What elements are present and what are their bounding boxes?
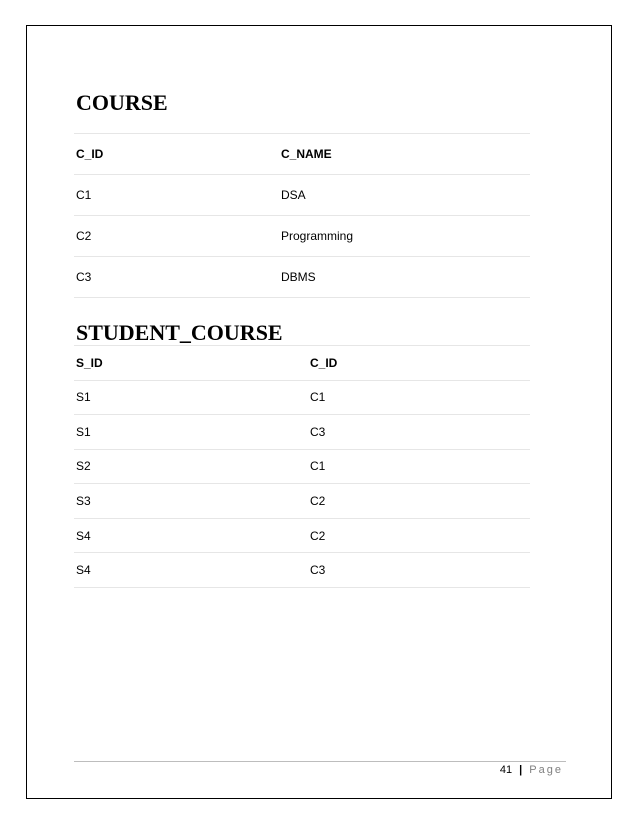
table-row xyxy=(74,553,530,588)
table-cell: S1 xyxy=(74,380,308,415)
table-cell: S1 xyxy=(74,415,308,450)
table-cell: DBMS xyxy=(279,257,530,298)
course-heading: COURSE xyxy=(76,90,168,115)
table-cell: C1 xyxy=(74,175,279,216)
table-row xyxy=(74,216,530,257)
page-number: 41 xyxy=(499,764,513,776)
table-cell: C1 xyxy=(308,380,530,415)
student-course-heading: STUDENT_COURSE xyxy=(76,320,283,345)
column-header: C_ID xyxy=(308,346,530,381)
table-cell: C2 xyxy=(308,518,530,553)
table-cell: C3 xyxy=(74,257,279,298)
table-row xyxy=(74,257,530,298)
table-row xyxy=(74,380,530,415)
course-table xyxy=(74,133,530,298)
table-cell: S4 xyxy=(74,553,308,588)
column-header: C_ID xyxy=(74,134,279,175)
table-row xyxy=(74,175,530,216)
table-row xyxy=(74,449,530,484)
table-header-row xyxy=(74,134,530,175)
table-row xyxy=(74,415,530,450)
column-header: C_NAME xyxy=(279,134,530,175)
table-cell: DSA xyxy=(279,175,530,216)
table-header-row xyxy=(74,346,530,381)
footer-divider xyxy=(74,761,566,762)
table-cell: C3 xyxy=(308,415,530,450)
table-cell: S4 xyxy=(74,518,308,553)
table-cell: C2 xyxy=(74,216,279,257)
column-header: S_ID xyxy=(74,346,308,381)
table-cell: Programming xyxy=(279,216,530,257)
table-cell: C3 xyxy=(308,553,530,588)
page-label: Page xyxy=(529,764,563,776)
footer-separator: | xyxy=(519,764,523,776)
student-course-table xyxy=(74,345,530,588)
table-cell: C2 xyxy=(308,484,530,519)
table-row xyxy=(74,484,530,519)
table-cell: S2 xyxy=(74,449,308,484)
page-footer xyxy=(500,763,563,777)
table-cell: S3 xyxy=(74,484,308,519)
table-cell: C1 xyxy=(308,449,530,484)
table-row xyxy=(74,518,530,553)
